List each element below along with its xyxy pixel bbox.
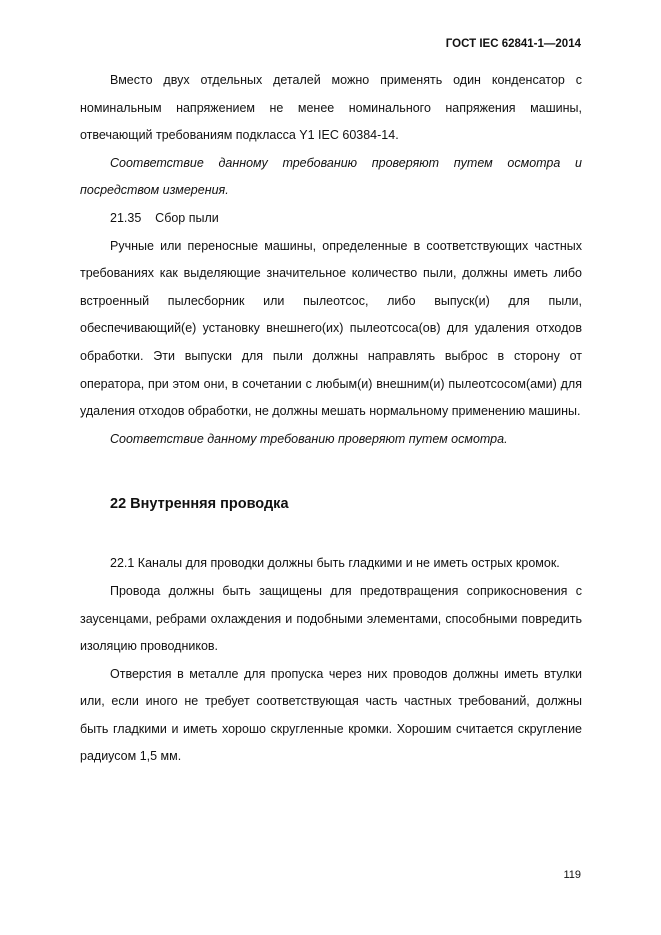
paragraph: Ручные или переносные машины, определенные в соответствующих частных требованиях как выделяющие значительное количество пыли, должны иметь либо встроенный пылесборник или пылеотсос, либо выпуск(и) для пыли, обеспечивающий(е) установку внешнего(их) пылеотсоса(ов) для удаления отходов обработки. Эти выпуски для пыли должны направлять выброс в сторону от оператора, при этом они, в сочетании с любым(и) внешним(и) пылеотсосом(ами) для удаления отходов обработки, не должны мешать нормальному применению машины. (80, 238, 582, 419)
compliance-note: Соответствие данному требованию проверяют путем осмотра. (110, 431, 508, 446)
paragraph: Отверстия в металле для пропуска через них проводов должны иметь втулки или, если иного не требует соответствующая часть частных требований, должны быть гладкими и иметь хорошо скругленные кромки. Хорошим считается скругление радиусом 1,5 мм. (80, 666, 582, 764)
paragraph: Вместо двух отдельных деталей можно применять один конденсатор с номинальным напряжением не менее номинального напряжения машины, отвечающий требованиям подкласса Y1 IEC 60384-14. (80, 73, 582, 143)
running-header: ГОСТ IEC 62841-1—2014 (445, 38, 581, 50)
compliance-note: Соответствие данному требованию проверяют путем осмотра и посредством измерения. (80, 155, 582, 198)
clause-heading: 21.35 Сбор пыли (110, 210, 219, 225)
document-body (80, 67, 582, 771)
paragraph: Провода должны быть защищены для предотвращения соприкосновения с заусенцами, ребрами охлаждения и подобными элементами, способными повредить изоляцию проводников. (80, 583, 582, 654)
page-number: 119 (563, 869, 581, 881)
section-heading: 22 Внутренняя проводка (110, 496, 289, 513)
clause-paragraph: 22.1 Каналы для проводки должны быть гладкими и не иметь острых кромок. (110, 556, 560, 571)
